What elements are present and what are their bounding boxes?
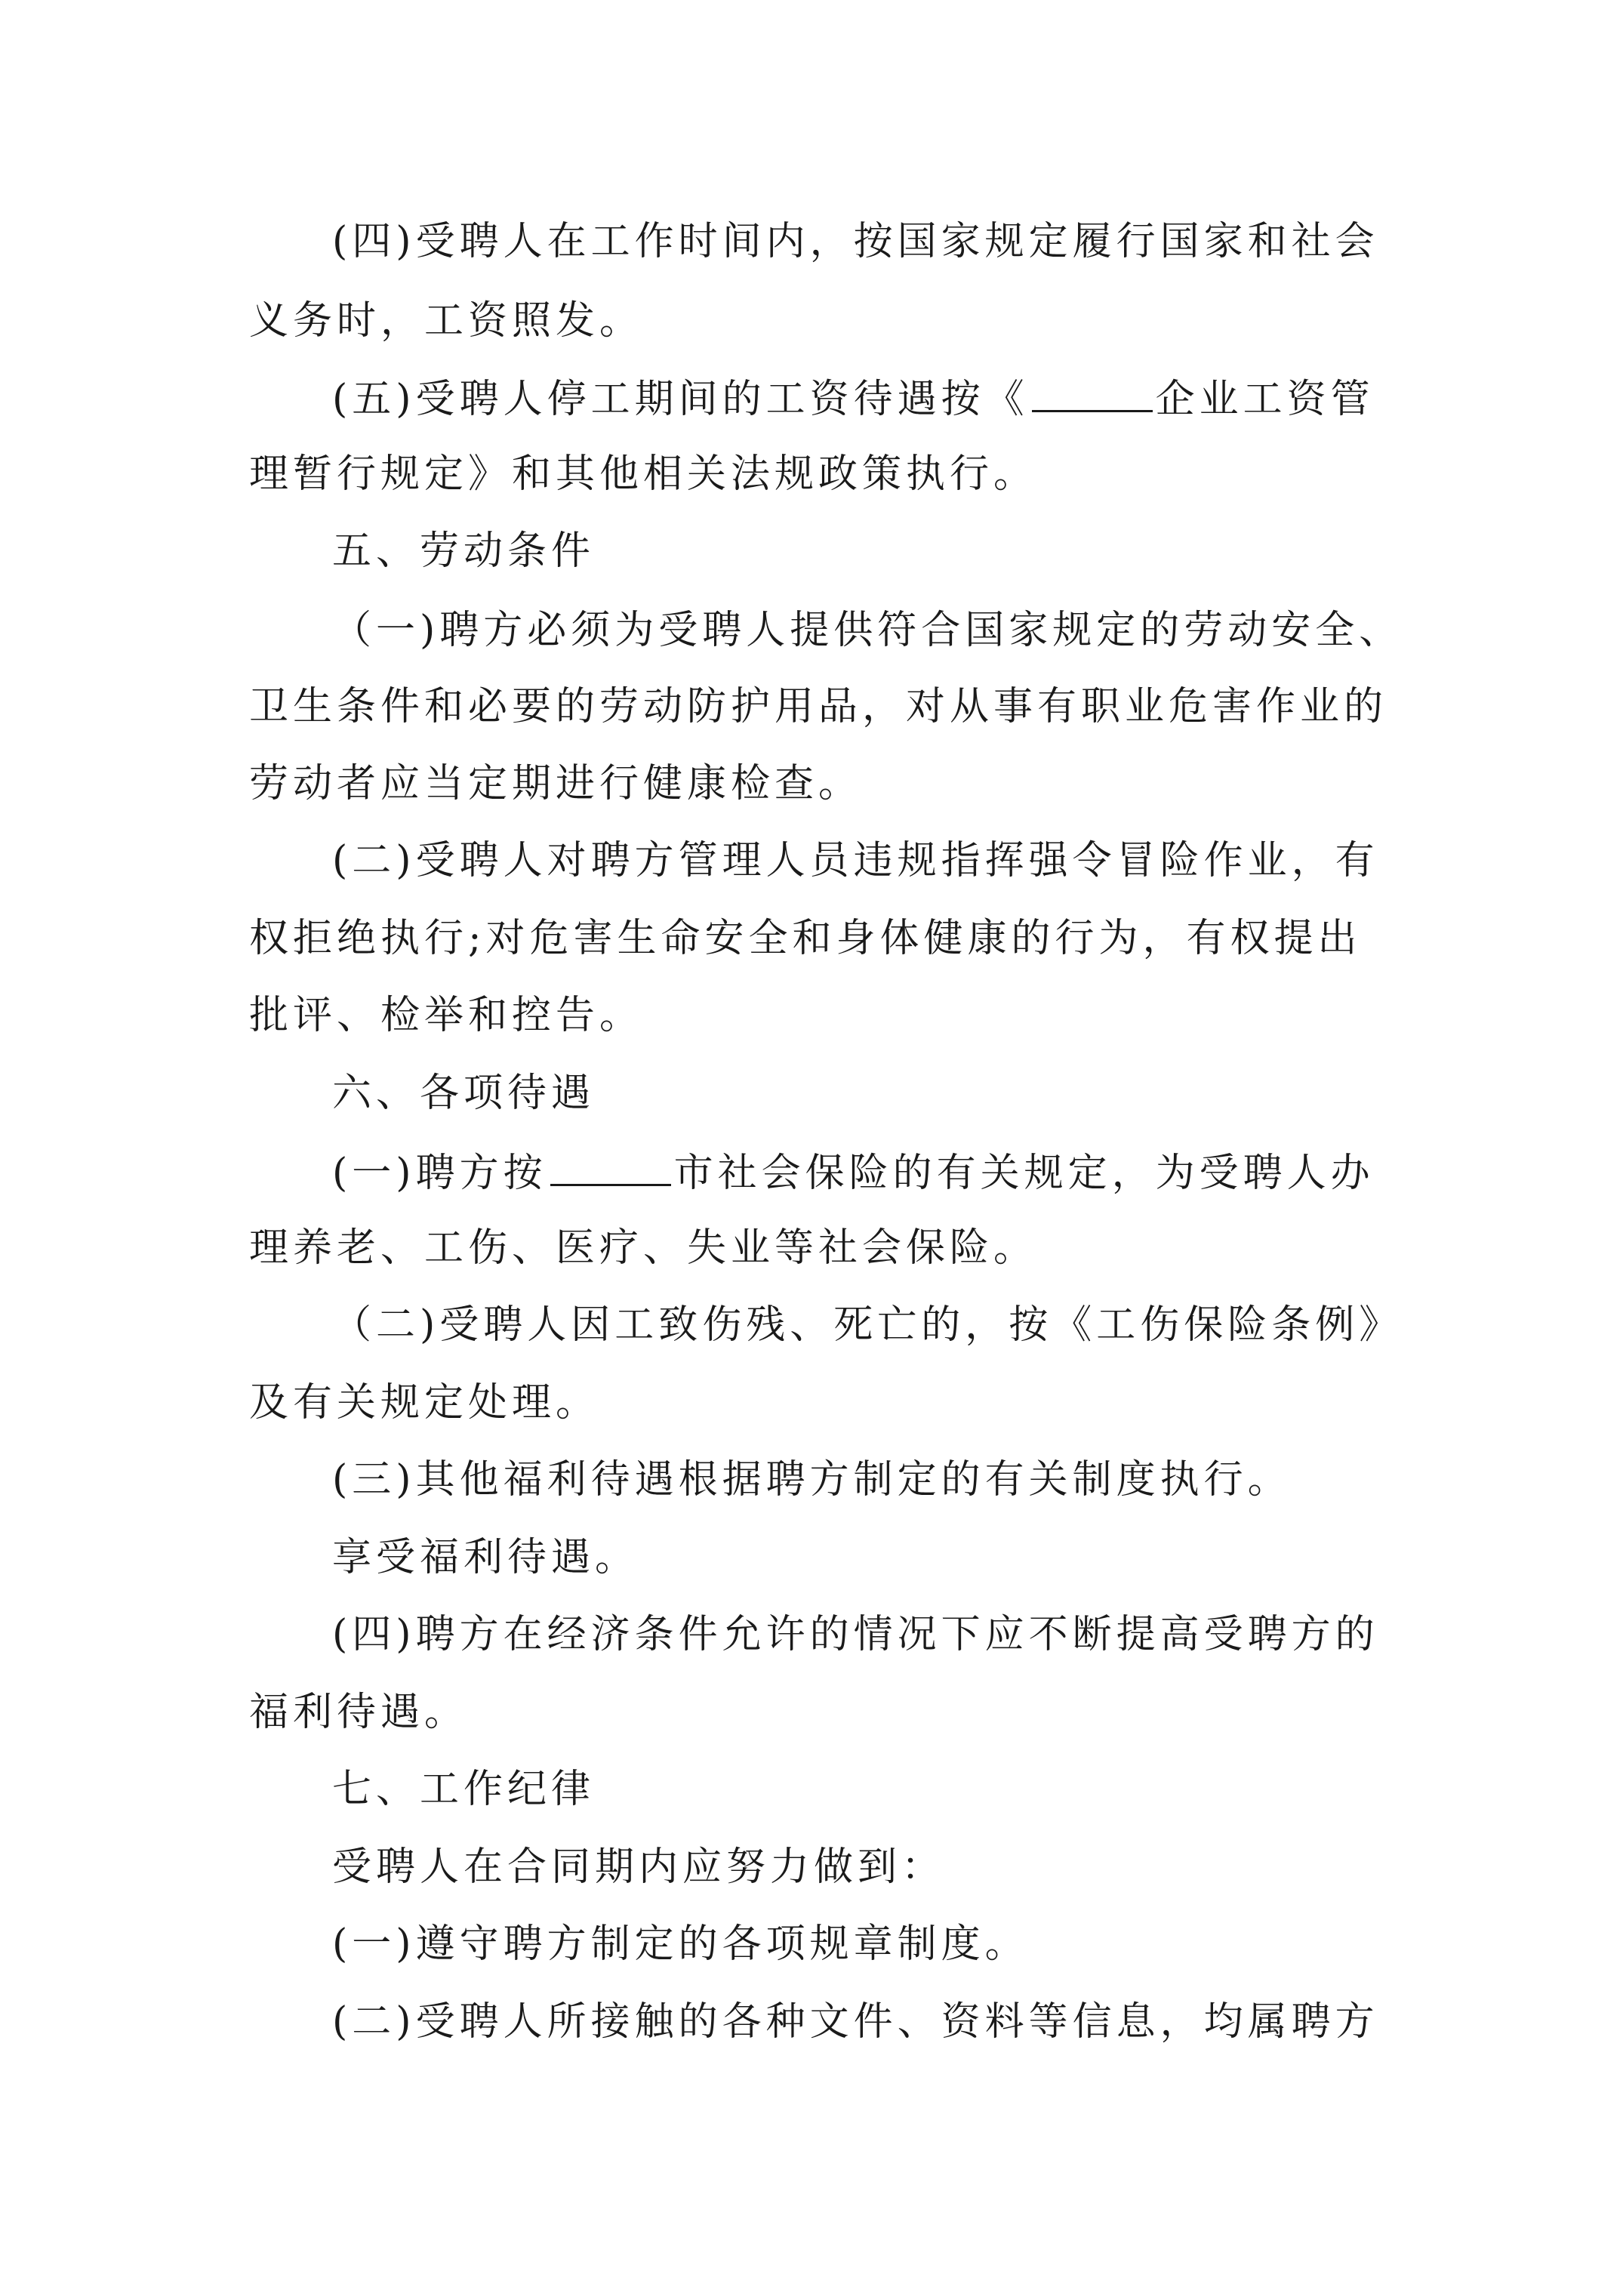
section-heading: 六、各项待遇 [332,1071,596,1116]
paragraph-line: 理养老、工伤、医疗、失业等社会保险。 [249,1225,1038,1271]
fill-in-blank [1032,374,1153,412]
paragraph-line [332,374,1375,422]
paragraph-line: 卫生条件和必要的劳动防护用品，对从事有职业危害作业的 [249,684,1388,729]
line-text: (一)聘方按 [332,1151,547,1196]
paragraph-line: （二)受聘人因工致伤残、死亡的，按《工伤保险条例》 [332,1302,1403,1348]
paragraph-line: (四)聘方在经济条件允许的情况下应不断提高受聘方的 [332,1612,1379,1657]
paragraph-line: 及有关规定处理。 [249,1380,600,1425]
paragraph-line: （一)聘方必须为受聘人提供符合国家规定的劳动安全、 [332,608,1403,653]
paragraph-line: 受聘人在合同期内应努力做到： [332,1845,946,1890]
line-text: (五)受聘人停工期间的工资待遇按《 [332,377,1029,422]
section-heading: 七、工作纪律 [332,1767,596,1812]
paragraph-line: 义务时，工资照发。 [249,298,644,344]
paragraph-line: (四)受聘人在工作时间内，按国家规定履行国家和社会 [332,219,1379,264]
paragraph-line: (三)其他福利待遇根据聘方制定的有关制度执行。 [332,1457,1292,1502]
paragraph-line: (二)受聘人对聘方管理人员违规指挥强令冒险作业，有 [332,838,1379,883]
section-heading: 五、劳动条件 [332,529,596,574]
line-text: 企业工资管 [1155,377,1375,422]
fill-in-blank [550,1148,671,1186]
paragraph-line: 福利待遇。 [249,1690,469,1735]
paragraph-line: 劳动者应当定期进行健康检查。 [249,761,863,806]
paragraph-line: 权拒绝执行;对危害生命安全和身体健康的行为，有权提出 [249,916,1362,961]
line-text: 市社会保险的有关规定，为受聘人办 [673,1151,1375,1196]
paragraph-line: (二)受聘人所接触的各种文件、资料等信息，均属聘方 [332,1999,1379,2045]
paragraph-line: (一)遵守聘方制定的各项规章制度。 [332,1922,1029,1967]
paragraph-line: 批评、检举和控告。 [249,993,644,1038]
paragraph-line [332,1148,1375,1196]
paragraph-line: 享受福利待遇。 [332,1535,639,1580]
paragraph-line: 理暂行规定》和其他相关法规政策执行。 [249,451,1038,497]
